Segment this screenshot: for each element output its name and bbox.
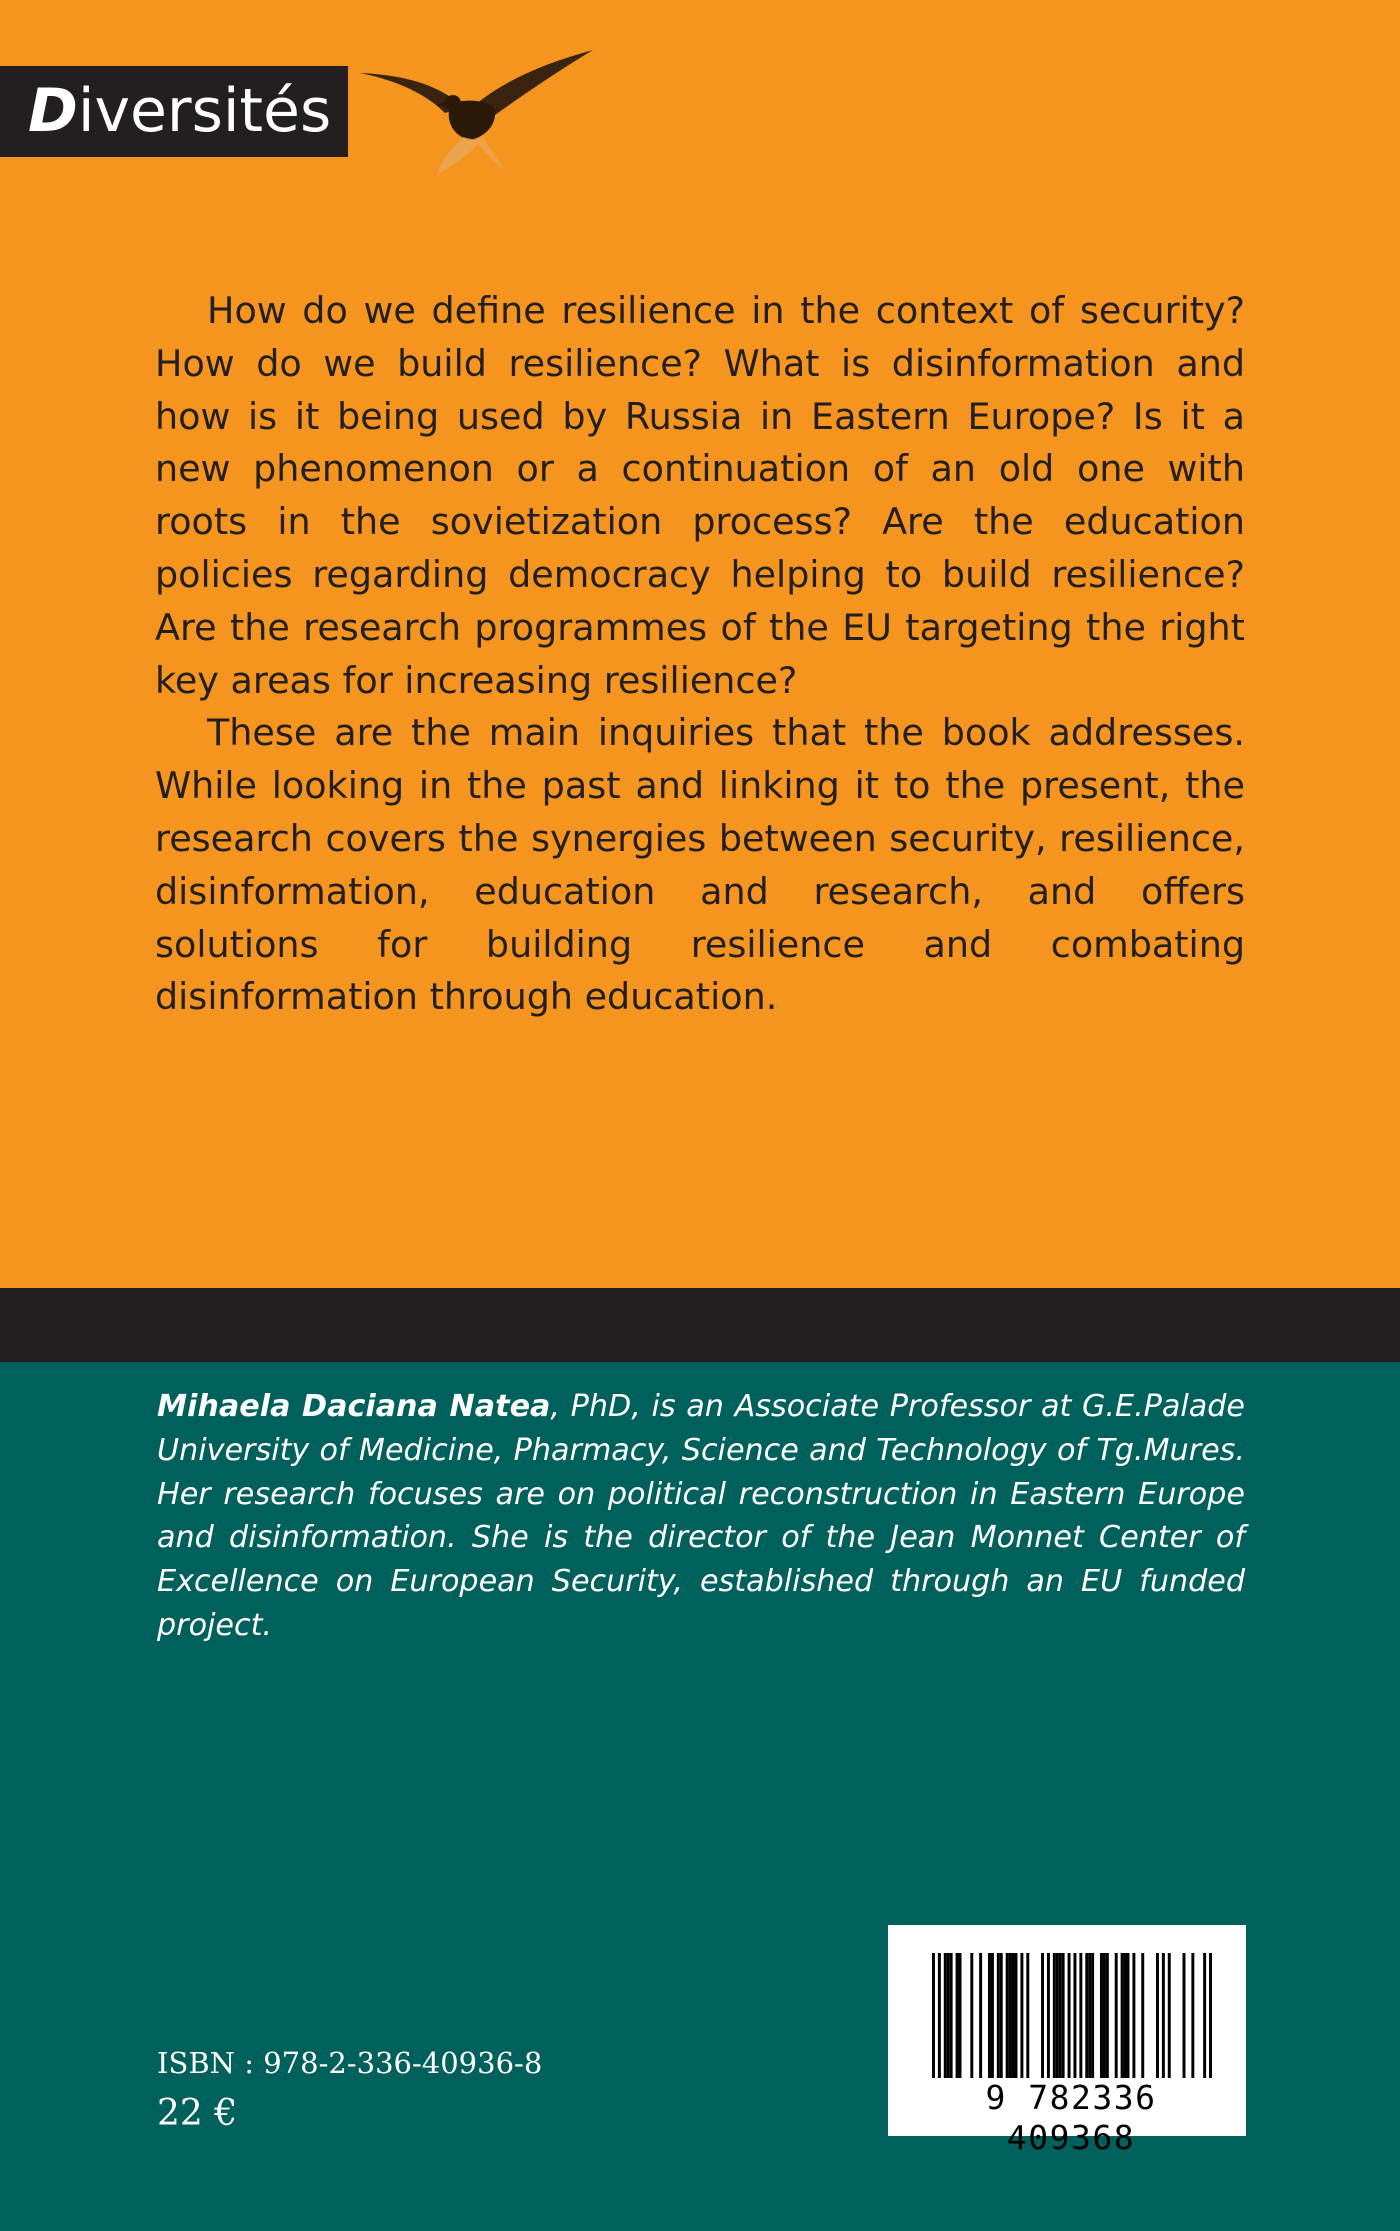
author-bio	[157, 1385, 1245, 1648]
blurb-paragraph-2: These are the main inquiries that the book addresses. While looking in the past and linking it to the present, the research covers the synergies between security, resilience, disinformation, education and research, and offers solutions for building resilience and combating disinformation through education.	[155, 711, 1245, 1019]
barcode-bar	[1124, 1953, 1127, 2078]
barcode-bar	[1062, 1953, 1065, 2078]
barcode-bar	[1100, 1953, 1103, 2078]
barcode-bar	[1103, 1953, 1106, 2078]
barcode-bar	[1047, 1953, 1050, 2078]
barcode-bar	[1191, 1953, 1194, 2078]
barcode-bar	[1127, 1953, 1130, 2078]
barcode-bar	[1012, 1953, 1015, 2078]
series-name: iversités	[77, 76, 332, 146]
barcode-bar	[1015, 1953, 1018, 2078]
barcode-bar	[1209, 1953, 1212, 2078]
barcode-bar	[1000, 1953, 1003, 2078]
barcode-bar	[1079, 1953, 1082, 2078]
barcode-bar	[1006, 1953, 1009, 2078]
author-name: Mihaela Daciana Natea	[157, 1389, 551, 1424]
barcode-bar	[932, 1953, 935, 2078]
barcode-bar	[1059, 1953, 1062, 2078]
barcode-bar	[997, 1953, 1000, 2078]
blurb-paragraph-1: How do we define resilience in the context of security? How do we build resilience? What is disinformation and how is it being used by Russia in Eastern Europe? Is it a new phenomenon or a continuation of an old one with roots in the sovietization process? Are the education policies regarding democracy helping to build resilience? Are the research programmes of the EU targeting the right key areas for increasing resilience?	[155, 289, 1245, 702]
barcode-bar	[1053, 1953, 1056, 2078]
barcode-bar	[1203, 1953, 1206, 2078]
barcode-bar	[1106, 1953, 1109, 2078]
barcode-bar	[1068, 1953, 1071, 2078]
barcode-bar	[950, 1953, 953, 2078]
barcode-bar	[1088, 1953, 1091, 2078]
barcode-bar	[1056, 1953, 1059, 2078]
series-initial: D	[28, 76, 78, 146]
barcode-bar	[1168, 1953, 1171, 2078]
barcode-bar	[944, 1953, 947, 2078]
barcode-bars	[932, 1953, 1212, 2078]
barcode-bar	[991, 1953, 994, 2078]
barcode-bar	[938, 1953, 941, 2078]
barcode-bar	[1009, 1953, 1012, 2078]
barcode-bar	[1085, 1953, 1088, 2078]
barcode-bar	[970, 1953, 973, 2078]
barcode-bar	[1073, 1953, 1076, 2078]
barcode-bar	[1115, 1953, 1118, 2078]
barcode-bar	[1041, 1953, 1044, 2078]
price: 22 €	[157, 2093, 238, 2134]
isbn: ISBN : 978-2-336-40936-8	[157, 2046, 543, 2080]
barcode	[888, 1925, 1246, 2157]
series-logo	[0, 66, 348, 157]
barcode-bar	[1132, 1953, 1135, 2078]
barcode-bar	[1183, 1953, 1186, 2078]
barcode-bar	[1026, 1953, 1029, 2078]
barcode-bar	[1156, 1953, 1159, 2078]
barcode-bar	[979, 1953, 982, 2078]
barcode-bar	[959, 1953, 962, 2078]
dove-icon	[345, 45, 595, 180]
barcode-bar	[956, 1953, 959, 2078]
barcode-bar	[1141, 1953, 1144, 2078]
barcode-digits: 9 782336 409368	[985, 2078, 1157, 2157]
dark-band	[0, 1288, 1400, 1362]
barcode-bar	[988, 1953, 991, 2078]
barcode-bar	[1020, 1953, 1023, 2078]
barcode-bar	[947, 1953, 950, 2078]
author-bio-text: , PhD, is an Associate Professor at G.E.Palade University of Medicine, Pharmacy, Science and Technology of Tg.Mures. Her research focuses are on political reconstruction in Eastern Europe and disinformation. She is the director of the Jean Monnet Center of Excellence on European Security, established through an EU funded project.	[157, 1389, 1245, 1643]
back-cover-blurb	[155, 285, 1245, 1024]
barcode-bar	[1091, 1953, 1094, 2078]
barcode-bar	[1162, 1953, 1165, 2078]
barcode-bar	[1121, 1953, 1124, 2078]
